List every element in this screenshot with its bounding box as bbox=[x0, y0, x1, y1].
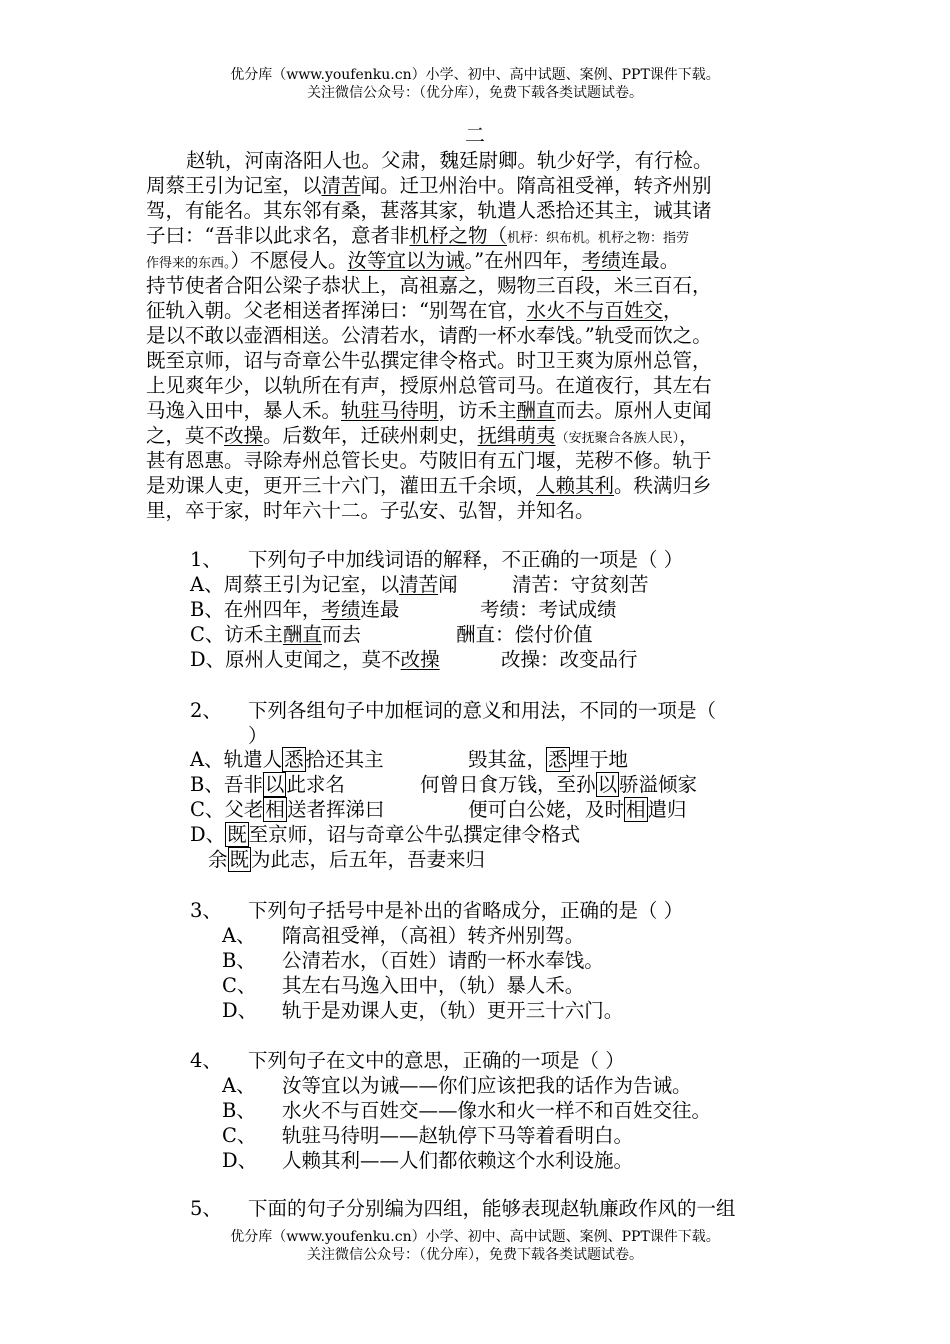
option-label: C、 bbox=[222, 974, 257, 997]
underlined-term: 人赖其利 bbox=[536, 474, 615, 497]
question-number: 5、 bbox=[190, 1197, 222, 1220]
question-text: 下列句子中加线词语的解释，不正确的一项是（ ） bbox=[248, 548, 684, 571]
option-text: 水火不与百姓交——像水和火一样不和百姓交往。 bbox=[282, 1099, 712, 1122]
passage-line: 征轨入朝。父老相送者挥涕曰：“别驾在官，水火不与百姓交， bbox=[146, 299, 683, 322]
header-line-1: 优分库（www.youfenku.cn）小学、初中、高中试题、案例、PPT课件下载。 bbox=[230, 67, 720, 83]
underlined-term: 水火不与百姓交 bbox=[526, 299, 663, 322]
option-b: B、吾非 以 此求名 bbox=[190, 773, 345, 796]
section-number: 二 bbox=[465, 123, 485, 147]
question-number: 2、 bbox=[190, 699, 222, 722]
underlined-term: 考绩 bbox=[581, 249, 621, 272]
option-label: A、 bbox=[222, 1074, 256, 1097]
question-text: 下列各组句子中加框词的意义和用法，不同的一项是（ bbox=[248, 699, 717, 722]
question-number: 3、 bbox=[190, 899, 222, 922]
passage-line: 子曰：“吾非以此求名，意者非机杼之物（机杼：织布机。机杼之物：指劳 bbox=[146, 224, 690, 247]
option-d: D、原州人吏闻之，莫不改操 bbox=[190, 648, 440, 671]
question-text: 下面的句子分别编为四组，能够表现赵轨廉政作风的一组 bbox=[248, 1197, 736, 1220]
passage-line: 既至京师，诏与奇章公牛弘撰定律令格式。时卫王爽为原州总管， bbox=[146, 349, 712, 372]
underlined-term: 抚缉萌夷 bbox=[477, 424, 556, 447]
underlined-term: 汝等宜以为诫 bbox=[347, 249, 465, 272]
passage-line: 持节使者合阳公梁子恭状上，高祖嘉之，赐物三百段，米三百石， bbox=[146, 274, 712, 297]
underlined-term: 改操 bbox=[224, 424, 264, 447]
underlined-term: 清苦 bbox=[321, 174, 361, 197]
underlined-term: 酬直 bbox=[516, 399, 556, 422]
annotation-note: （安抚聚合各族人民） bbox=[555, 431, 680, 446]
option-text: 隋高祖受禅，（高祖）转齐州别驾。 bbox=[282, 924, 585, 947]
underlined-term: 轨驻马待明 bbox=[341, 399, 439, 422]
annotation-note: 作得来的东西。 bbox=[146, 256, 231, 271]
header-line-2: 关注微信公众号：（优分库），免费下载各类试题试卷。 bbox=[307, 85, 643, 101]
passage-line: 里，卒于家，时年六十二。子弘安、弘智，并知名。 bbox=[146, 499, 595, 522]
annotation-note: 机杼：织布机。机杼之物：指劳 bbox=[507, 231, 690, 246]
passage-line: 甚有恩惠。寻除寿州总管长史。芍陂旧有五门堰，芜秽不修。轨于 bbox=[146, 449, 712, 472]
option-label: C、 bbox=[222, 1124, 257, 1147]
passage-line: 周蔡王引为记室，以清苦闻。迁卫州治中。隋高祖受禅，转齐州别 bbox=[146, 174, 712, 197]
passage-line: 作得来的东西。）不愿侵人。汝等宜以为诫。”在州四年，考绩连最。 bbox=[146, 249, 680, 272]
option-b-compare: 何曾日食万钱，至孙 以 骄溢倾家 bbox=[420, 773, 698, 796]
passage-line: 之，莫不改操。后数年，迁硖州刺史，抚缉萌夷（安抚聚合各族人民）， bbox=[146, 424, 699, 447]
option-a: A、周蔡王引为记室，以清苦闻 bbox=[190, 573, 458, 596]
page-header bbox=[0, 66, 950, 102]
footer-line-2: 关注微信公众号：（优分库），免费下载各类试题试卷。 bbox=[307, 1247, 643, 1263]
option-b-explanation: 考绩：考试成绩 bbox=[480, 598, 617, 621]
option-a: A、轨遣人 悉 拾还其主 bbox=[190, 748, 384, 771]
option-text: 公清若水，（百姓）请酌一杯水奉饯。 bbox=[282, 949, 604, 972]
option-b: B、在州四年，考绩连最 bbox=[190, 598, 400, 621]
option-text: 轨于是劝课人吏，（轨）更开三十六门。 bbox=[282, 999, 624, 1022]
question-number: 4、 bbox=[190, 1049, 222, 1072]
passage-line: 上见爽年少，以轨所在有声，授原州总管司马。在道夜行，其左右 bbox=[146, 374, 712, 397]
page-footer bbox=[0, 1228, 950, 1264]
option-c-compare: 便可白公姥，及时 相 遣归 bbox=[468, 798, 687, 821]
option-text: 人赖其利——人们都依赖这个水利设施。 bbox=[282, 1149, 634, 1172]
option-label: D、 bbox=[222, 1149, 258, 1172]
option-label: B、 bbox=[222, 1099, 256, 1122]
option-text: 轨驻马待明——赵轨停下马等着看明白。 bbox=[282, 1124, 634, 1147]
passage-line: 是以不敢以壶酒相送。公清若水，请酌一杯水奉饯。”轨受而饮之。 bbox=[146, 324, 712, 347]
passage-line: 赵轨，河南洛阳人也。父肃，魏廷尉卿。轨少好学，有行检。 bbox=[186, 149, 713, 172]
passage-line: 驾，有能名。其东邻有桑，葚落其家，轨遣人悉拾还其主，诫其诸 bbox=[146, 199, 712, 222]
option-a-compare: 毁其盆， 悉 埋于地 bbox=[468, 748, 629, 771]
question-text-continued: ） bbox=[248, 724, 268, 747]
option-c: C、访禾主酬直而去 bbox=[190, 623, 361, 646]
option-text: 其左右马逸入田中，（轨）暴人禾。 bbox=[282, 974, 585, 997]
question-text: 下列句子在文中的意思，正确的一项是（ ） bbox=[248, 1049, 625, 1072]
passage-line: 是劝课人吏，更开三十六门，灌田五千余顷，人赖其利。秩满归乡 bbox=[146, 474, 712, 497]
option-label: A、 bbox=[222, 924, 256, 947]
option-c-explanation: 酬直：偿付价值 bbox=[456, 623, 593, 646]
option-label: B、 bbox=[222, 949, 256, 972]
option-d-compare: 余 既 为此志，后五年，吾妻来归 bbox=[208, 848, 486, 871]
question-text: 下列句子括号中是补出的省略成分，正确的是（ ） bbox=[248, 899, 684, 922]
option-text: 汝等宜以为诫——你们应该把我的话作为告诫。 bbox=[282, 1074, 692, 1097]
footer-line-1: 优分库（www.youfenku.cn）小学、初中、高中试题、案例、PPT课件下载。 bbox=[230, 1229, 720, 1245]
question-number: 1、 bbox=[190, 548, 222, 571]
option-label: D、 bbox=[222, 999, 258, 1022]
passage-line: 马逸入田中，暴人禾。轨驻马待明，访禾主酬直而去。原州人吏闻 bbox=[146, 399, 712, 422]
underlined-term: 机杼之物（ bbox=[409, 224, 507, 247]
option-d: D、 既 至京师，诏与奇章公牛弘撰定律令格式 bbox=[190, 823, 581, 846]
option-c: C、父老 相 送者挥涕曰 bbox=[190, 798, 385, 821]
option-d-explanation: 改操：改变品行 bbox=[501, 648, 638, 671]
option-a-explanation: 清苦：守贫刻苦 bbox=[512, 573, 649, 596]
